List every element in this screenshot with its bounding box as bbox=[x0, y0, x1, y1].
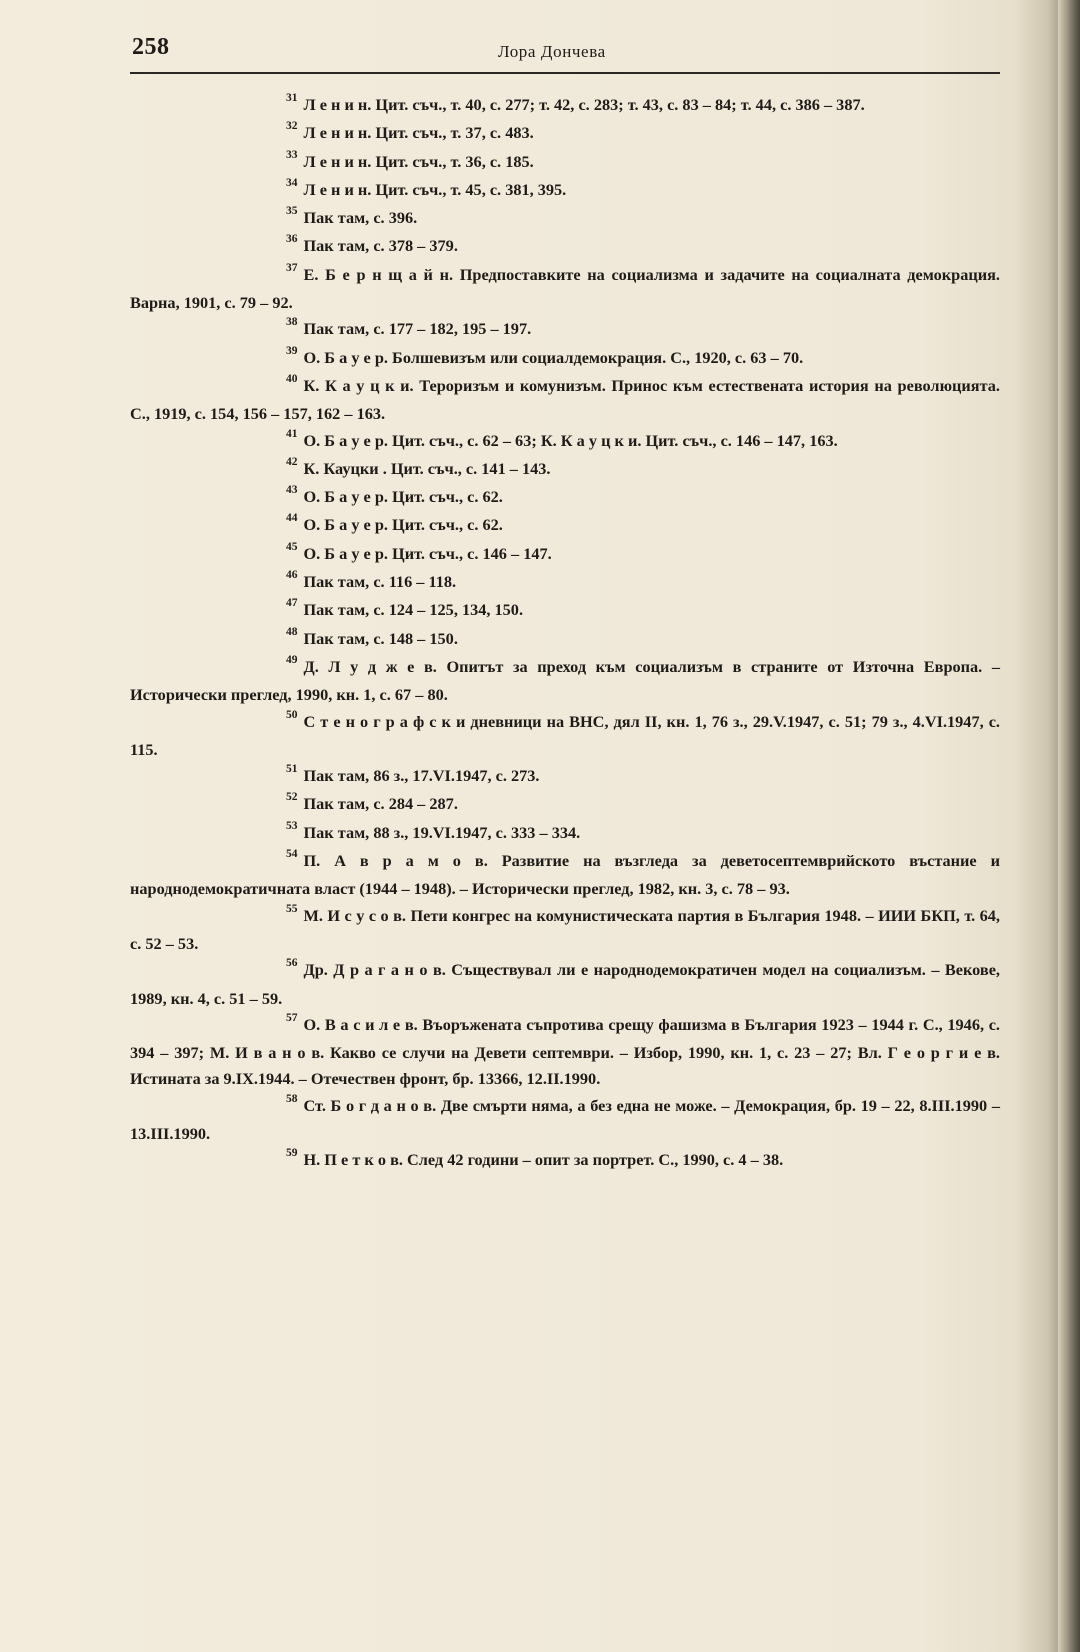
footnote-40 bbox=[130, 373, 1000, 428]
footnote-number: 45 bbox=[286, 540, 298, 553]
footnote-number: 35 bbox=[286, 205, 298, 218]
footnote-author: О. Б а у е р. bbox=[303, 430, 388, 450]
footnote-text: Цит. съч., с. 62 – 63; К. К а у ц к и. Цит. съч., с. 146 – 147, 163. bbox=[387, 430, 838, 450]
footnote-number: 33 bbox=[286, 148, 298, 161]
footnote-number: 49 bbox=[286, 653, 298, 666]
footnote-author: Л е н и н. bbox=[303, 151, 372, 171]
footnote-text: Две смърти няма, а без една не може. – Демокрация, бр. 19 – 22, 8.III.1990 – 13.III.1990. bbox=[130, 1095, 1000, 1143]
footnote-author: Н. П е т к о в. bbox=[303, 1150, 403, 1170]
footnote-number: 55 bbox=[286, 902, 298, 915]
footnote-number: 43 bbox=[286, 484, 298, 497]
footnote-text: Опитът за преход към социализъм в страните от Източна Европа. – Исторически преглед, 1990, кн. 1, с. 67 – 80. bbox=[130, 656, 1000, 705]
footnote-text: Развитие на възгледа за деветосептемврийското въстание и народнодемократичната власт (1944 – 1948). – Исторически преглед, 1982, кн. 3, с. 78 – 93. bbox=[130, 851, 1000, 899]
footnote-50 bbox=[130, 709, 1000, 764]
footnote-text: Цит. съч., с. 141 – 143. bbox=[386, 458, 551, 478]
footnote-49 bbox=[130, 654, 1000, 709]
footnote-author: П. А в р а м о в. bbox=[303, 851, 488, 871]
footnote-text: Пак там, с. 116 – 118. bbox=[303, 572, 457, 592]
page-number: 258 bbox=[132, 34, 170, 60]
footnote-text: Пак там, с. 378 – 379. bbox=[303, 236, 458, 256]
header-rule bbox=[130, 72, 1000, 74]
footnote-text: Пак там, с. 284 – 287. bbox=[303, 794, 458, 814]
footnote-number: 36 bbox=[286, 233, 298, 246]
footnote-author: Л е н и н. bbox=[303, 123, 372, 143]
footnote-57 bbox=[130, 1012, 1000, 1093]
footnote-text: Цит. съч., т. 37, с. 483. bbox=[371, 123, 534, 143]
page-header bbox=[132, 32, 1000, 72]
footnote-author: О. В а с и л е в. bbox=[303, 1014, 418, 1034]
footnote-number: 51 bbox=[286, 763, 298, 776]
footnote-text: Пак там, с. 124 – 125, 134, 150. bbox=[303, 600, 524, 620]
footnote-number: 31 bbox=[286, 92, 298, 104]
footnote-number: 41 bbox=[286, 427, 298, 440]
footnote-number: 34 bbox=[286, 176, 298, 189]
footnote-number: 58 bbox=[286, 1092, 298, 1105]
footnote-author: К. Кауцки . bbox=[303, 458, 387, 478]
footnote-59 bbox=[130, 1147, 1000, 1175]
footnote-text: Цит. съч., с. 62. bbox=[387, 515, 503, 535]
footnote-number: 32 bbox=[286, 120, 298, 133]
footnote-text: Пак там, с. 177 – 182, 195 – 197. bbox=[303, 319, 532, 339]
footnote-text: Цит. съч., т. 45, с. 381, 395. bbox=[371, 179, 567, 199]
footnote-number: 47 bbox=[286, 597, 298, 610]
footnote-text: След 42 години – опит за портрет. С., 1990, с. 4 – 38. bbox=[402, 1150, 784, 1170]
footnote-author: О. Б а у е р. bbox=[303, 347, 388, 367]
footnote-number: 59 bbox=[286, 1147, 298, 1160]
footnote-text: Пак там, 86 з., 17.VI.1947, с. 273. bbox=[303, 766, 540, 786]
footnote-number: 38 bbox=[286, 316, 298, 329]
footnote-author: Ст. Б о г д а н о в. bbox=[303, 1095, 437, 1115]
running-title: Лора Дончева bbox=[498, 42, 606, 61]
footnote-author: О. Б а у е р. bbox=[303, 543, 388, 563]
footnote-text: Цит. съч., т. 36, с. 185. bbox=[371, 151, 534, 171]
footnote-text: Предпоставките на социализма и задачите на социалната демокрация. Варна, 1901, с. 79 – 92. bbox=[130, 264, 1000, 313]
footnote-author: О. Б а у е р. bbox=[303, 487, 388, 507]
footnote-text: Пак там, с. 396. bbox=[303, 208, 418, 228]
footnote-number: 42 bbox=[286, 455, 298, 468]
page-edge-shadow bbox=[1058, 0, 1080, 1652]
footnote-text: Пети конгрес на комунистическата партия в България 1948. – ИИИ БКП, т. 64, с. 52 – 53. bbox=[130, 905, 1000, 953]
footnote-text: Съществувал ли е народнодемократичен модел на социализъм. – Векове, 1989, кн. 4, с. 51 – 59. bbox=[130, 960, 1000, 1008]
footnote-author: М. И с у с о в. bbox=[303, 905, 406, 925]
footnotes-list bbox=[130, 92, 1000, 1176]
footnote-number: 44 bbox=[286, 512, 298, 525]
footnote-author: К. К а у ц к и. bbox=[303, 375, 414, 395]
footnote-author: С т е н о г р а ф с к и bbox=[303, 711, 466, 731]
footnote-number: 57 bbox=[286, 1011, 298, 1024]
footnote-55 bbox=[130, 903, 1000, 958]
footnote-number: 56 bbox=[286, 957, 298, 970]
footnote-author: Д. Л у д ж е в. bbox=[303, 656, 437, 676]
footnote-number: 48 bbox=[286, 625, 298, 638]
footnote-text: Пак там, с. 148 – 150. bbox=[303, 628, 458, 648]
footnote-text: Цит. съч., с. 146 – 147. bbox=[387, 543, 552, 563]
footnote-author: Е. Б е р н щ а й н. bbox=[303, 264, 454, 284]
footnote-56 bbox=[130, 957, 1000, 1012]
footnote-text: дневници на ВНС, дял II, кн. 1, 76 з., 29.V.1947, с. 51; 79 з., 4.VI.1947, с. 115. bbox=[130, 711, 1000, 759]
footnote-number: 50 bbox=[286, 708, 298, 721]
footnote-text: Цит. съч., с. 62. bbox=[387, 487, 503, 507]
footnote-54 bbox=[130, 848, 1000, 903]
footnote-number: 54 bbox=[286, 848, 298, 861]
footnote-37 bbox=[130, 262, 1000, 317]
footnote-author: Л е н и н. bbox=[303, 95, 372, 114]
footnote-text: Въоръжената съпротива срещу фашизма в България 1923 – 1944 г. С., 1946, с. 394 – 397; М. И в а н о в. Какво се случи на Девети септември. – Избор, 1990, кн. 1, с. 23 – 27; Вл. Г е о р г и е в. Истината за 9.IX.1944. – Отечествен фронт, бр. 13366, 12.II.1990. bbox=[130, 1014, 1000, 1089]
footnote-58 bbox=[130, 1093, 1000, 1148]
footnote-number: 39 bbox=[286, 344, 298, 357]
footnote-number: 53 bbox=[286, 819, 298, 832]
footnote-text: Пак там, 88 з., 19.VI.1947, с. 333 – 334. bbox=[303, 822, 581, 842]
footnote-text: Цит. съч., т. 40, с. 277; т. 42, с. 283; т. 43, с. 83 – 84; т. 44, с. 386 – 387. bbox=[371, 95, 865, 114]
footnote-number: 46 bbox=[286, 569, 298, 582]
footnote-author: Др. Д р а г а н о в. bbox=[303, 960, 446, 980]
footnote-text: Тероризъм и комунизъм. Принос към естествената история на революцията. С., 1919, с. 154, 156 – 157, 162 – 163. bbox=[130, 375, 1000, 424]
footnote-author: О. Б а у е р. bbox=[303, 515, 388, 535]
footnote-author: Л е н и н. bbox=[303, 179, 372, 199]
footnote-text: Болшевизъм или социалдемокрация. С., 1920, с. 63 – 70. bbox=[387, 347, 804, 367]
footnote-number: 52 bbox=[286, 791, 298, 804]
footnote-number: 37 bbox=[286, 261, 298, 274]
footnote-number: 40 bbox=[286, 372, 298, 385]
